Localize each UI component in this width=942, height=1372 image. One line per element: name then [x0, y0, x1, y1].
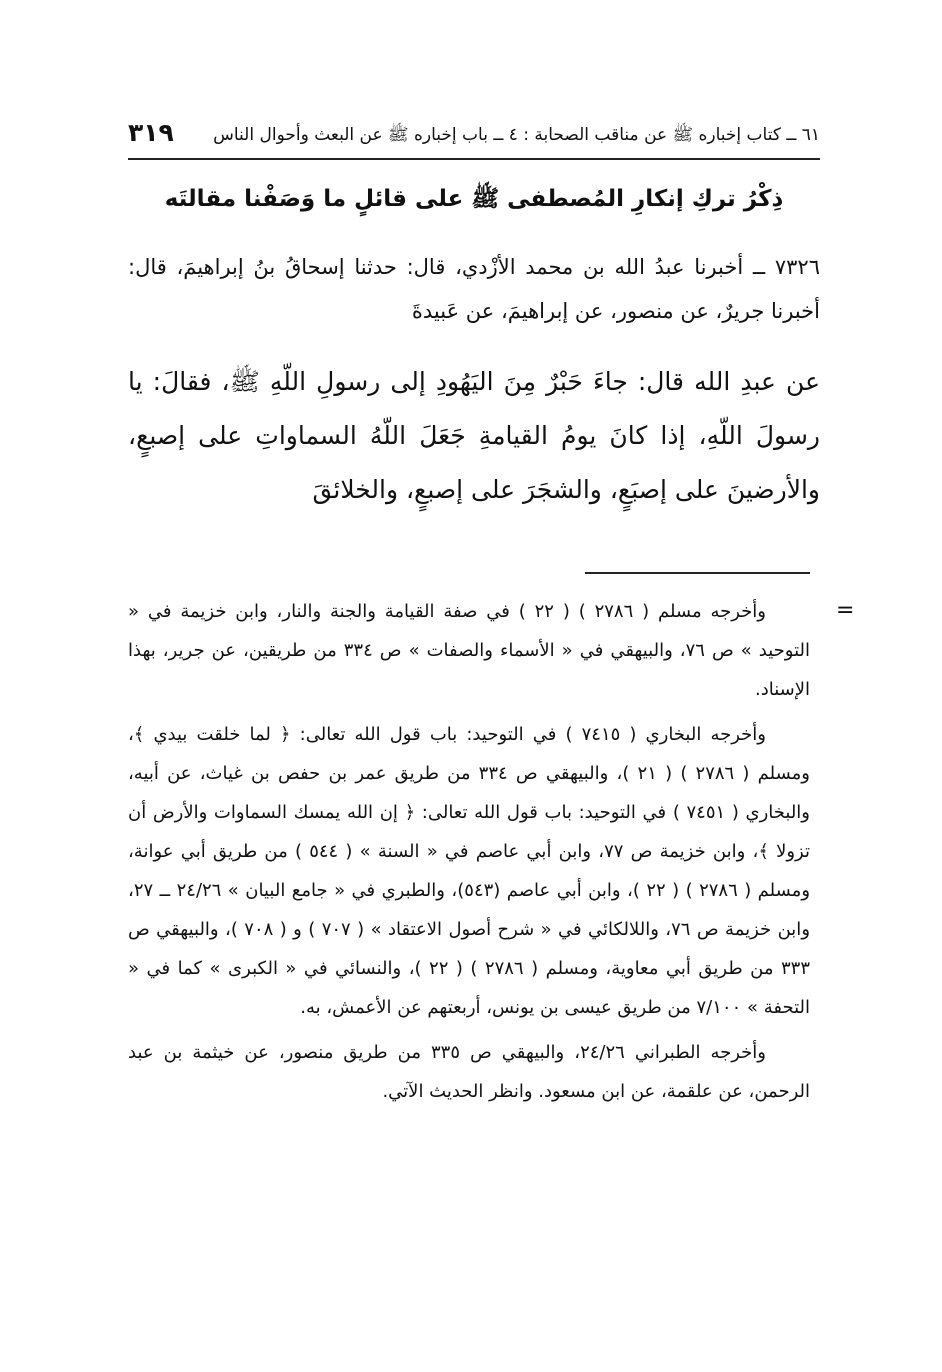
matn-text: عن عبدِ الله قال: جاءَ حَبْرٌ مِنَ اليَهُودِ إلى رسولِ اللّهِ ﷺ، فقالَ: يا رسولَ اللّهِ، إذا كانَ يومُ القيامةِ جَعَلَ اللّهُ السماواتِ على إصبعٍ، والأرضينَ على إصبَعٍ، والشجَرَ على إصبعٍ، والخلائقَ [128, 367, 820, 504]
hadith-isnad [128, 245, 820, 333]
continuation-mark: = [836, 598, 855, 623]
footnote-separator [585, 572, 810, 574]
isnad-text: ٧٣٢٦ ــ أخبرنا عبدُ الله بن محمد الأزْدي، قال: حدثنا إسحاقُ بنُ إبراهيمَ، قال: أخبرنا جريرٌ، عن منصور، عن إبراهيمَ، عن عَبيدةَ [128, 255, 820, 323]
footnote-paragraph: وأخرجه الطبراني ٢٤/٢٦، والبيهقي ص ٣٣٥ من طريق منصور، عن خيثمة بن عبد الرحمن، عن علقمة، عن ابن مسعود. وانظر الحديث الآتي. [128, 1042, 810, 1102]
section-title: ذِكْرُ تركِ إنكارِ المُصطفى ﷺ على قائلٍ ما وَصَفْنا مقالتَه [164, 186, 784, 212]
footnotes [128, 592, 810, 1111]
footnote-paragraph: وأخرجه البخاري ( ٧٤١٥ ) في التوحيد: باب قول الله تعالى: ﴿ لما خلقت بيدي ﴾، ومسلم ( ٢٧٨٦ ) ( ٢١ )، والبيهقي ص ٣٣٤ من طريق عمر بن حفص بن غياث، عن أبيه، والبخاري ( ٧٤٥١ ) في التوحيد: باب قول الله تعالى: ﴿ إن الله يمسك السماوات والأرض أن تزولا ﴾، وابن خزيمة ص ٧٧، وابن أبي عاصم في « السنة » ( ٥٤٤ ) من طريق أبي عوانة، ومسلم ( ٢٧٨٦ ) ( ٢٢ )، وابن أبي عاصم (٥٤٣)، والطبري في « جامع البيان » ٢٤/٢٦ ــ ٢٧، وابن خزيمة ص ٧٦، واللالكائي في « شرح أصول الاعتقاد » ( ٧٠٧ ) و ( ٧٠٨ )، والبيهقي ص ٣٣٣ من طريق أبي معاوية، ومسلم ( ٢٧٨٦ ) ( ٢٢ )، والنسائي في « الكبرى » كما في « التحفة » ٧/١٠٠ من طريق عيسى بن يونس، أربعتهم عن الأعمش، به. [128, 724, 811, 1018]
footnote-paragraph: وأخرجه مسلم ( ٢٧٨٦ ) ( ٢٢ ) في صفة القيامة والجنة والنار، وابن خزيمة في « التوحيد » ص ٧٦، والبيهقي في « الأسماء والصفات » ص ٣٣٤ من طريقين، عن جرير، بهذا الإسناد. [128, 601, 811, 700]
page-number: ٣١٩ [128, 118, 174, 147]
hadith-matn [128, 355, 820, 517]
running-head: ٦١ ــ كتاب إخباره ﷺ عن مناقب الصحابة : ٤ ــ باب إخباره ﷺ عن البعث وأحوال الناس [213, 125, 820, 145]
header-rule [128, 158, 820, 160]
page-header [128, 118, 820, 158]
